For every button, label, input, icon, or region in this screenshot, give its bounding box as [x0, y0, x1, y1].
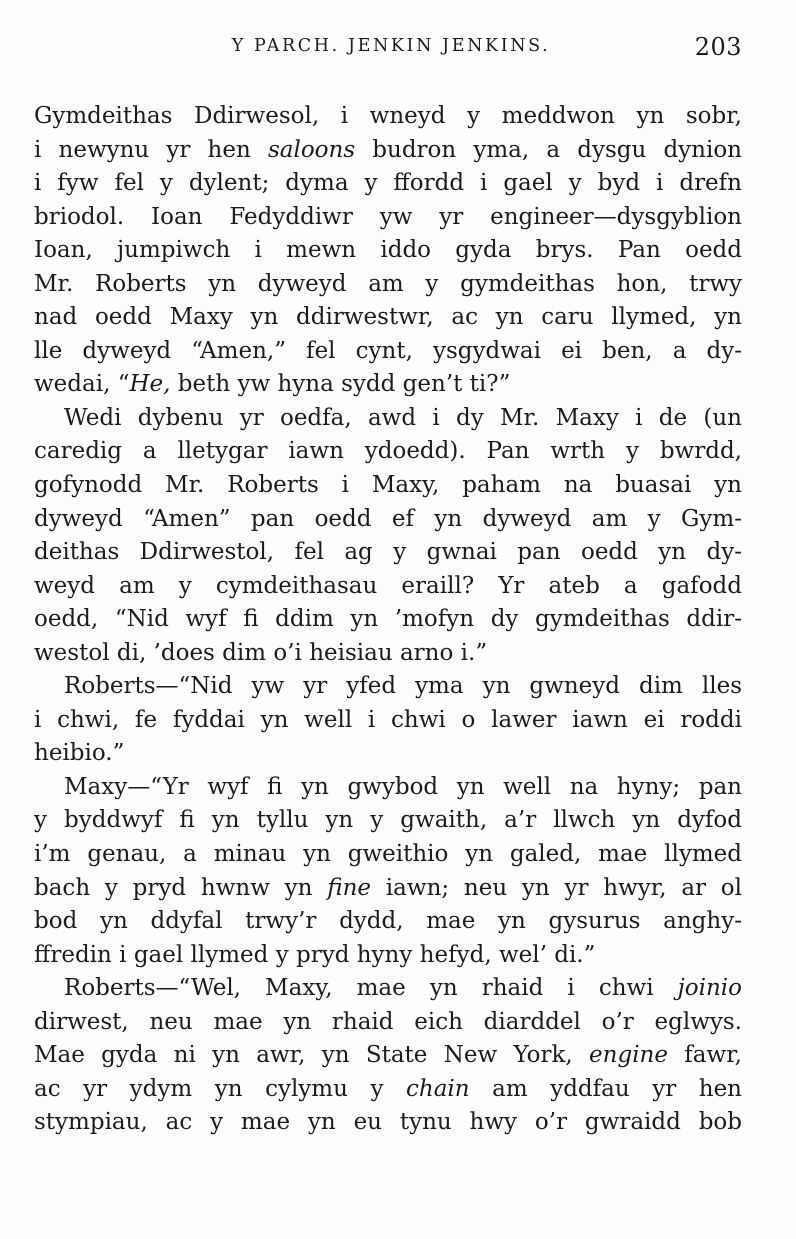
italic-text: He, [129, 371, 171, 398]
text-run: Ioan, jumpiwch i mewn iddo gyda brys. Pan oedd [34, 237, 742, 264]
text-run: i chwi, fe fyddai yn well i chwi o lawer iawn ei roddi [34, 706, 742, 733]
italic-text: fine [327, 874, 372, 901]
text-line [34, 368, 742, 402]
text-line [34, 570, 742, 604]
text-line [34, 603, 742, 637]
text-line [34, 167, 742, 201]
text-run: bod yn ddyfal trwy’r dydd, mae yn gysurus anghy- [34, 908, 742, 935]
text-line [34, 301, 742, 335]
text-line [34, 972, 742, 1006]
text-run: wedai, “ [34, 371, 130, 398]
text-line [34, 670, 742, 704]
text-line [34, 905, 742, 939]
text-run: briodol. Ioan Fedyddiwr yw yr engineer—dysgyblion [34, 203, 742, 230]
text-run: weyd am y cymdeithasau eraill? Yr ateb a gafodd [34, 572, 742, 599]
italic-text: saloons [267, 136, 356, 163]
text-line [34, 637, 742, 671]
text-line [34, 1073, 742, 1107]
text-run: gofynodd Mr. Roberts i Maxy, paham na buasai yn [34, 472, 742, 499]
text-run: dirwest, neu mae yn rhaid eich diarddel o’r eglwys. [34, 1008, 742, 1035]
text-run: ac yr ydym yn cylymu y [34, 1075, 407, 1102]
text-run: Mae gyda ni yn awr, yn State New York, [34, 1042, 590, 1069]
text-run: westol di, ’does dim o’i heisiau arno i.” [34, 639, 488, 666]
page-number: 203 [694, 33, 742, 61]
text-run: bach y pryd hwnw yn [34, 874, 328, 901]
italic-text: chain [406, 1075, 470, 1102]
text-line [34, 536, 742, 570]
text-line [34, 100, 742, 134]
text-line [34, 469, 742, 503]
text-line [34, 1039, 742, 1073]
text-line [34, 134, 742, 168]
text-run: budron yma, a dysgu dynion [355, 136, 742, 163]
text-run: Mr. Roberts yn dyweyd am y gymdeithas hon, trwy [34, 270, 742, 297]
text-line [34, 872, 742, 906]
body-text [34, 100, 742, 1140]
text-run: am yddfau yr hen [469, 1075, 742, 1102]
text-run: Roberts—“Nid yw yr yfed yma yn gwneyd dim lles [64, 673, 742, 700]
text-line [34, 335, 742, 369]
text-run: caredig a lletygar iawn ydoedd). Pan wrth y bwrdd, [34, 438, 742, 465]
text-line [34, 1106, 742, 1140]
text-line [34, 1006, 742, 1040]
text-line [34, 435, 742, 469]
text-run: lle dyweyd “Amen,” fel cynt, ysgydwai ei ben, a dy- [34, 337, 742, 364]
text-run: beth yw hyna sydd gen’t ti?” [170, 371, 511, 398]
text-run: Gymdeithas Ddirwesol, i wneyd y meddwon yn sobr, [34, 103, 742, 129]
text-line [34, 402, 742, 436]
text-line [34, 804, 742, 838]
italic-text: engine [589, 1042, 668, 1069]
text-run: i fyw fel y dylent; dyma y ffordd i gael y byd i drefn [34, 170, 742, 197]
text-run: nad oedd Maxy yn ddirwestwr, ac yn caru llymed, yn [34, 304, 742, 331]
text-run: iawn; neu yn yr hwyr, ar ol [371, 874, 743, 901]
text-line [34, 737, 742, 771]
text-run: y byddwyf fi yn tyllu yn y gwaith, a’r llwch yn dyfod [34, 807, 742, 834]
text-line [34, 201, 742, 235]
text-run: i’m genau, a minau yn gweithio yn galed, mae llymed [34, 841, 742, 868]
text-line [34, 234, 742, 268]
text-line [34, 771, 742, 805]
italic-text: joinio [677, 975, 742, 1002]
text-run: fawr, [667, 1042, 742, 1069]
text-line [34, 704, 742, 738]
text-run: stympiau, ac y mae yn eu tynu hwy o’r gwraidd bob [34, 1109, 742, 1136]
text-run: heibio.” [34, 740, 125, 767]
text-run: oedd, “Nid wyf fi ddim yn ’mofyn dy gymdeithas ddir- [34, 606, 742, 633]
text-line [34, 939, 742, 973]
text-run: Wedi dybenu yr oedfa, awd i dy Mr. Maxy i de (un [64, 404, 742, 431]
text-run: i newynu yr hen [34, 136, 268, 163]
text-run: Maxy—“Yr wyf fi yn gwybod yn well na hyny; pan [64, 773, 742, 800]
text-line [34, 838, 742, 872]
text-run: ffredin i gael llymed y pryd hyny hefyd, wel’ di.” [34, 941, 596, 968]
text-line [34, 503, 742, 537]
page-header [34, 33, 742, 68]
text-line [34, 268, 742, 302]
running-title: Y PARCH. JENKIN JENKINS. [231, 36, 551, 56]
text-run: deithas Ddirwestol, fel ag y gwnai pan oedd yn dy- [34, 539, 742, 566]
text-run: dyweyd “Amen” pan oedd ef yn dyweyd am y Gym- [34, 505, 742, 532]
text-run: Roberts—“Wel, Maxy, mae yn rhaid i chwi [64, 975, 678, 1002]
